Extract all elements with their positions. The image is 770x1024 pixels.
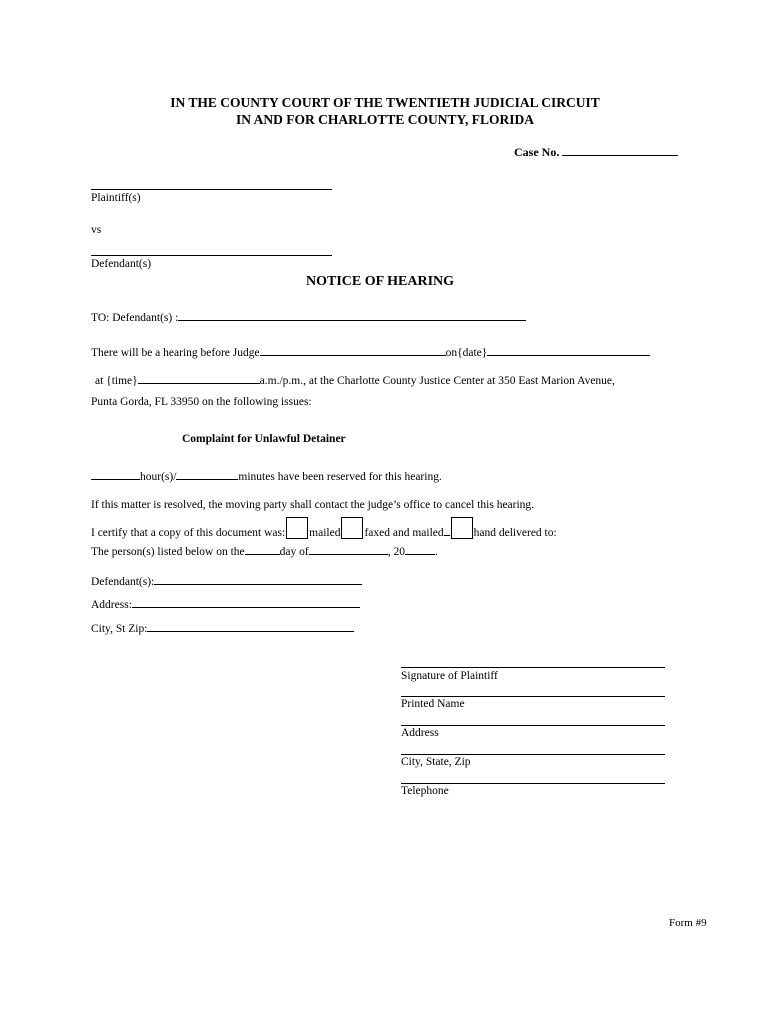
- form-number: Form #9: [669, 917, 707, 929]
- certify-row: [91, 517, 557, 539]
- period: .: [434, 546, 438, 558]
- hand-delivered-label: hand delivered to:: [473, 527, 557, 539]
- recipient-defendant-blank[interactable]: [154, 574, 362, 585]
- resolved-notice: If this matter is resolved, the moving party shall contact the judge’s office to cancel this hearing.: [91, 499, 535, 511]
- to-defendant-label: TO: Defendant(s) :: [91, 312, 179, 324]
- case-number-field: [514, 145, 678, 160]
- court-header-line1: IN THE COUNTY COURT OF THE TWENTIETH JUDICIAL CIRCUIT: [170, 95, 600, 110]
- defendant-line[interactable]: [91, 255, 332, 256]
- hearing-judge-row: [91, 345, 650, 359]
- recipient-address-blank[interactable]: [132, 597, 360, 608]
- signature-line[interactable]: [401, 667, 665, 668]
- vs-label: vs: [91, 224, 102, 236]
- printed-name-line[interactable]: [401, 696, 665, 697]
- recipient-city-row: [91, 621, 354, 635]
- year-prefix-text: , 20: [387, 546, 405, 558]
- hours-blank[interactable]: [91, 469, 140, 480]
- hearing-issue: Complaint for Unlawful Detainer: [182, 433, 346, 445]
- to-defendant-blank[interactable]: [178, 310, 526, 321]
- case-number-label: Case No.: [514, 145, 560, 159]
- at-time-text: at {time}: [95, 375, 138, 387]
- month-blank[interactable]: [309, 544, 388, 555]
- faxed-mailed-label: faxed and mailed: [364, 527, 444, 539]
- address-label: Address: [401, 727, 439, 739]
- plaintiff-label: Plaintiff(s): [91, 192, 141, 204]
- telephone-line[interactable]: [401, 783, 665, 784]
- plaintiff-line[interactable]: [91, 189, 332, 190]
- recipient-city-label: City, St Zip:: [91, 623, 148, 635]
- recipient-address-row: [91, 597, 360, 611]
- minutes-blank[interactable]: [176, 469, 238, 480]
- location-continued-text: Punta Gorda, FL 33950 on the following issues:: [91, 396, 312, 408]
- to-defendant-row: [91, 310, 526, 324]
- case-number-blank[interactable]: [562, 145, 678, 156]
- persons-listed-row: [91, 544, 438, 558]
- year-blank[interactable]: [405, 544, 435, 555]
- day-blank[interactable]: [245, 544, 280, 555]
- ampm-location-text: a.m./p.m., at the Charlotte County Justice Center at 350 East Marion Avenue,: [259, 375, 615, 387]
- hearing-before-text: There will be a hearing before Judge: [91, 347, 260, 359]
- address-line[interactable]: [401, 725, 665, 726]
- judge-blank[interactable]: [260, 345, 446, 356]
- faxed-mailed-checkbox[interactable]: [341, 517, 363, 539]
- time-blank[interactable]: [138, 373, 260, 384]
- on-date-text: on{date}: [445, 347, 488, 359]
- hand-delivered-checkbox[interactable]: [451, 517, 473, 539]
- day-of-text: day of: [279, 546, 309, 558]
- printed-name-label: Printed Name: [401, 698, 465, 710]
- recipient-defendant-label: Defendant(s):: [91, 576, 155, 588]
- recipient-city-blank[interactable]: [147, 621, 354, 632]
- faxed-mailed-blank: [444, 525, 450, 536]
- defendant-label: Defendant(s): [91, 258, 152, 270]
- recipient-defendant-row: [91, 574, 362, 588]
- hearing-time-row: [95, 373, 615, 387]
- hours-label: hour(s)/: [140, 471, 177, 483]
- court-header-line2: IN AND FOR CHARLOTTE COUNTY, FLORIDA: [235, 112, 535, 127]
- notice-title: NOTICE OF HEARING: [306, 274, 455, 289]
- persons-listed-text: The person(s) listed below on the: [91, 546, 245, 558]
- time-reserved-row: [91, 469, 442, 483]
- city-state-zip-label: City, State, Zip: [401, 756, 471, 768]
- city-state-zip-line[interactable]: [401, 754, 665, 755]
- mailed-checkbox[interactable]: [286, 517, 308, 539]
- mailed-label: mailed: [309, 527, 341, 539]
- date-blank[interactable]: [487, 345, 650, 356]
- recipient-address-label: Address:: [91, 599, 132, 611]
- minutes-label: minutes have been reserved for this hearing.: [238, 471, 442, 483]
- certify-text: I certify that a copy of this document was:: [91, 527, 286, 539]
- telephone-label: Telephone: [401, 785, 449, 797]
- signature-label: Signature of Plaintiff: [401, 670, 498, 682]
